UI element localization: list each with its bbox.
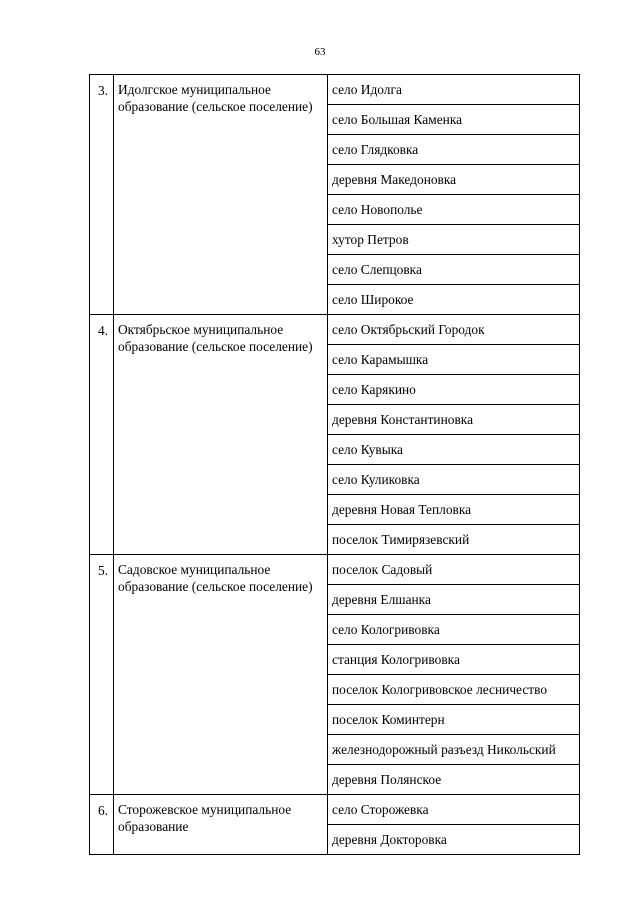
row-number: 6.: [90, 795, 114, 855]
settlements-table: [89, 74, 580, 855]
municipality-name: Садовское муниципальное образование (сельское поселение): [114, 555, 328, 795]
settlement-name: деревня Македоновка: [328, 165, 580, 195]
settlement-name: село Кувыка: [328, 435, 580, 465]
settlement-name: село Карамышка: [328, 345, 580, 375]
settlement-name: станция Кологривовка: [328, 645, 580, 675]
settlement-name: деревня Полянское: [328, 765, 580, 795]
settlement-name: село Широкое: [328, 285, 580, 315]
municipality-name: Идолгское муниципальное образование (сельское поселение): [114, 75, 328, 315]
settlement-name: село Октябрьский Городок: [328, 315, 580, 345]
settlement-name: село Новополье: [328, 195, 580, 225]
settlement-name: деревня Новая Тепловка: [328, 495, 580, 525]
settlement-name: село Глядковка: [328, 135, 580, 165]
settlement-name: село Слепцовка: [328, 255, 580, 285]
municipality-name: Сторожевское муниципальное образование: [114, 795, 328, 855]
page-number: 63: [314, 46, 326, 58]
row-number: 4.: [90, 315, 114, 555]
settlement-name: село Идолга: [328, 75, 580, 105]
table-row: [90, 75, 580, 105]
municipality-name: Октябрьское муниципальное образование (сельское поселение): [114, 315, 328, 555]
settlement-name: железнодорожный разъезд Никольский: [328, 735, 580, 765]
settlement-name: хутор Петров: [328, 225, 580, 255]
settlement-name: деревня Елшанка: [328, 585, 580, 615]
settlement-name: село Карякино: [328, 375, 580, 405]
settlement-name: село Кологривовка: [328, 615, 580, 645]
row-number: 5.: [90, 555, 114, 795]
settlement-name: деревня Константиновка: [328, 405, 580, 435]
table-row: [90, 795, 580, 825]
row-number: 3.: [90, 75, 114, 315]
settlement-name: поселок Кологривовское лесничество: [328, 675, 580, 705]
settlement-name: село Сторожевка: [328, 795, 580, 825]
settlement-name: село Большая Каменка: [328, 105, 580, 135]
table-row: [90, 555, 580, 585]
settlement-name: поселок Коминтерн: [328, 705, 580, 735]
settlement-name: поселок Тимирязевский: [328, 525, 580, 555]
settlement-name: поселок Садовый: [328, 555, 580, 585]
settlement-name: село Куликовка: [328, 465, 580, 495]
table-row: [90, 315, 580, 345]
settlement-name: деревня Докторовка: [328, 825, 580, 855]
